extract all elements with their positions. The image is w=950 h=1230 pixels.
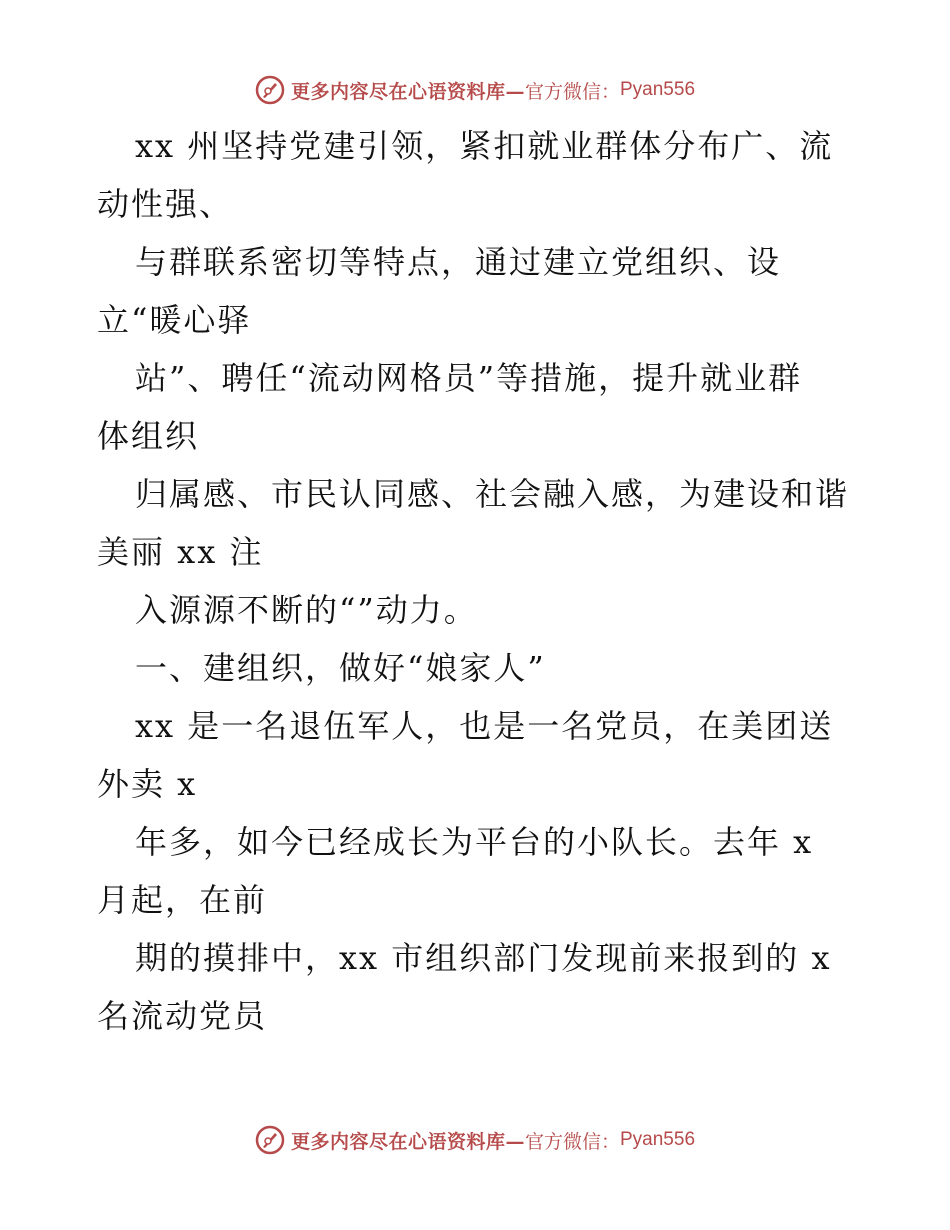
- quill-logo-icon: [255, 75, 285, 105]
- quill-logo-icon: [255, 1125, 285, 1155]
- footer-wechat-label: 官方微信：: [524, 1130, 620, 1153]
- paragraph-line: 入源源不断的“”动力。: [135, 591, 478, 629]
- paragraph-line: 期的摸排中，xx 市组织部门发现前来报到的 x: [135, 939, 832, 977]
- paragraph-line: xx 州坚持党建引领，紧扣就业群体分布广、流: [135, 127, 834, 165]
- section-heading: 一、建组织，做好“娘家人”: [135, 649, 546, 687]
- footer-banner: [0, 1120, 950, 1160]
- paragraph-line: 归属感、市民认同感、社会融入感，为建设和谐: [135, 475, 850, 513]
- paragraph-line: 站”、聘任“流动网格员”等措施，提升就业群: [135, 359, 803, 397]
- paragraph-line: 年多，如今已经成长为平台的小队长。去年 x: [135, 823, 814, 861]
- paragraph-line: 体组织: [97, 417, 200, 455]
- paragraph-line: 动性强、: [97, 185, 234, 223]
- header-wechat-label: 官方微信：: [524, 80, 620, 103]
- paragraph-line: 月起，在前: [97, 881, 268, 919]
- paragraph-line: 立“暖心驿: [97, 301, 252, 339]
- footer-wechat-id: Pyan556: [620, 1129, 696, 1150]
- header-banner-text: 更多内容尽在心语资料库—: [290, 80, 525, 103]
- paragraph-line: 外卖 x: [97, 765, 198, 803]
- header-wechat-id: Pyan556: [620, 79, 696, 100]
- paragraph-line: 美丽 xx 注: [97, 533, 264, 571]
- paragraph-line: 名流动党员: [97, 997, 268, 1035]
- paragraph-line: 与群联系密切等特点，通过建立党组织、设: [135, 243, 782, 281]
- paragraph-line: xx 是一名退伍军人，也是一名党员，在美团送: [135, 707, 834, 745]
- footer-banner-text: 更多内容尽在心语资料库—: [290, 1130, 525, 1153]
- header-banner: [0, 70, 950, 110]
